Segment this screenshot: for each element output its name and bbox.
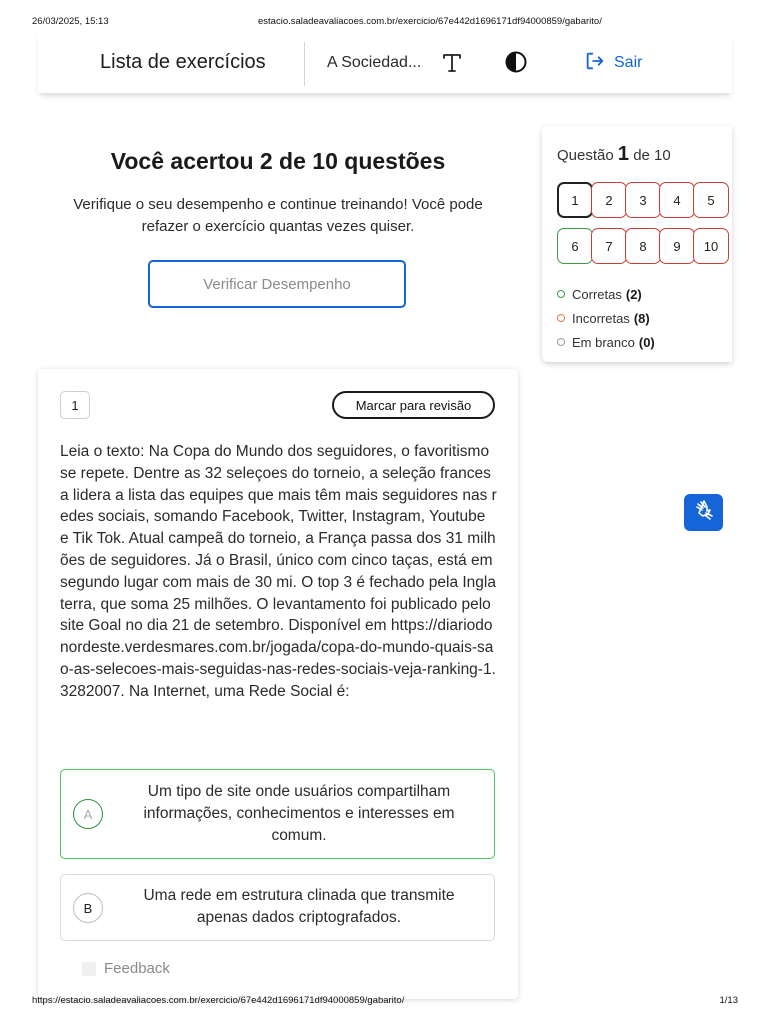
question-grid	[557, 182, 737, 274]
question-text: Leia o texto: Na Copa do Mundo dos seguidores, o favoritismo se repete. Dentre as 32 seleçoes do torneio, a seleção francesa lidera a lista das equipes que mais têm mais seguidores nas redes sociais, somando Facebook, Twitter, Instagram, Youtube e Tik Tok. Atual campeã do torneio, a França passa dos 31 milhões de seguidores. Já o Brasil, único com cinco taças, está em segundo lugar com mais de 30 mi. O top 3 é fechado pela Inglaterra, que soma 25 milhões. O levantamento foi publicado pelo site Goal no dia 21 de setembro. Disponível em https://diariodonordeste.verdesmares.com.br/jogada/copa-do-mundo-quais-sao-as-selecoes-mais-seguidas-nas-redes-sociais-veja-ranking-1.3282007. Na Internet, uma Rede Social é:	[60, 443, 497, 700]
print-footer-url: https://estacio.saladeavaliacoes.com.br/exercicio/67e442d1696171df94000859/gabarito/	[32, 995, 405, 1006]
feedback-icon	[82, 962, 96, 976]
correct-dot-icon	[557, 290, 565, 298]
exit-label: Sair	[614, 54, 643, 71]
incorrect-dot-icon	[557, 314, 565, 322]
navbar-divider	[304, 42, 305, 86]
logout-icon	[584, 50, 606, 77]
question-nav-4[interactable]: 4	[659, 182, 695, 218]
result-description: Verifique o seu desempenho e continue treinando! Você pode refazer o exercício quantas vezes quiser.	[73, 196, 483, 235]
option-text: Um tipo de site onde usuários compartilham informações, conhecimentos e interesses em comum.	[143, 783, 455, 844]
feedback-label: Feedback	[104, 960, 170, 977]
legend-correct: Corretas (2)	[557, 282, 655, 306]
print-header	[32, 16, 736, 30]
status-legend	[557, 282, 655, 354]
blank-dot-icon	[557, 338, 565, 346]
print-footer	[32, 995, 738, 1009]
question-nav-5[interactable]: 5	[693, 182, 729, 218]
top-navbar	[38, 32, 732, 93]
question-navigator	[542, 126, 732, 362]
question-nav-8[interactable]: 8	[625, 228, 661, 264]
result-title: Você acertou 2 de 10 questões	[110, 148, 446, 174]
print-page-count: 1/13	[719, 995, 738, 1006]
subject-title[interactable]: A Sociedad...	[327, 54, 422, 71]
question-grid-row	[557, 182, 737, 218]
exit-button[interactable]	[584, 51, 642, 75]
current-question-number: 1	[617, 143, 630, 165]
option-a[interactable]	[60, 769, 495, 859]
legend-blank: Em branco (0)	[557, 330, 655, 354]
question-grid-row	[557, 228, 737, 264]
question-nav-3[interactable]: 3	[625, 182, 661, 218]
question-number-badge: 1	[60, 391, 90, 419]
total-questions: de 10	[633, 147, 671, 164]
question-nav-10[interactable]: 10	[693, 228, 729, 264]
option-text: Uma rede em estrutura clinada que transmite apenas dados criptografados.	[143, 887, 455, 926]
text-size-icon[interactable]	[440, 50, 464, 74]
print-date: 26/03/2025, 15:13	[32, 16, 109, 27]
legend-incorrect: Incorretas (8)	[557, 306, 655, 330]
sign-language-button[interactable]	[684, 494, 723, 531]
question-card	[38, 369, 518, 999]
option-b[interactable]	[60, 874, 495, 941]
question-nav-9[interactable]: 9	[659, 228, 695, 264]
option-letter: B	[73, 893, 103, 923]
feedback-toggle[interactable]	[82, 960, 170, 977]
mark-for-review-button[interactable]: Marcar para revisão	[332, 391, 495, 419]
question-nav-2[interactable]: 2	[591, 182, 627, 218]
page-title: Lista de exercícios	[100, 51, 266, 73]
question-nav-7[interactable]: 7	[591, 228, 627, 264]
question-nav-1[interactable]: 1	[557, 182, 593, 218]
question-counter	[557, 143, 671, 166]
print-header-url: estacio.saladeavaliacoes.com.br/exercicio/67e442d1696171df94000859/gabarito/	[258, 16, 602, 27]
question-label: Questão	[557, 147, 614, 164]
contrast-icon[interactable]	[504, 50, 528, 74]
option-letter: A	[73, 799, 103, 829]
sign-language-icon	[692, 498, 716, 527]
question-nav-6[interactable]: 6	[557, 228, 593, 264]
check-performance-button[interactable]: Verificar Desempenho	[148, 260, 406, 308]
